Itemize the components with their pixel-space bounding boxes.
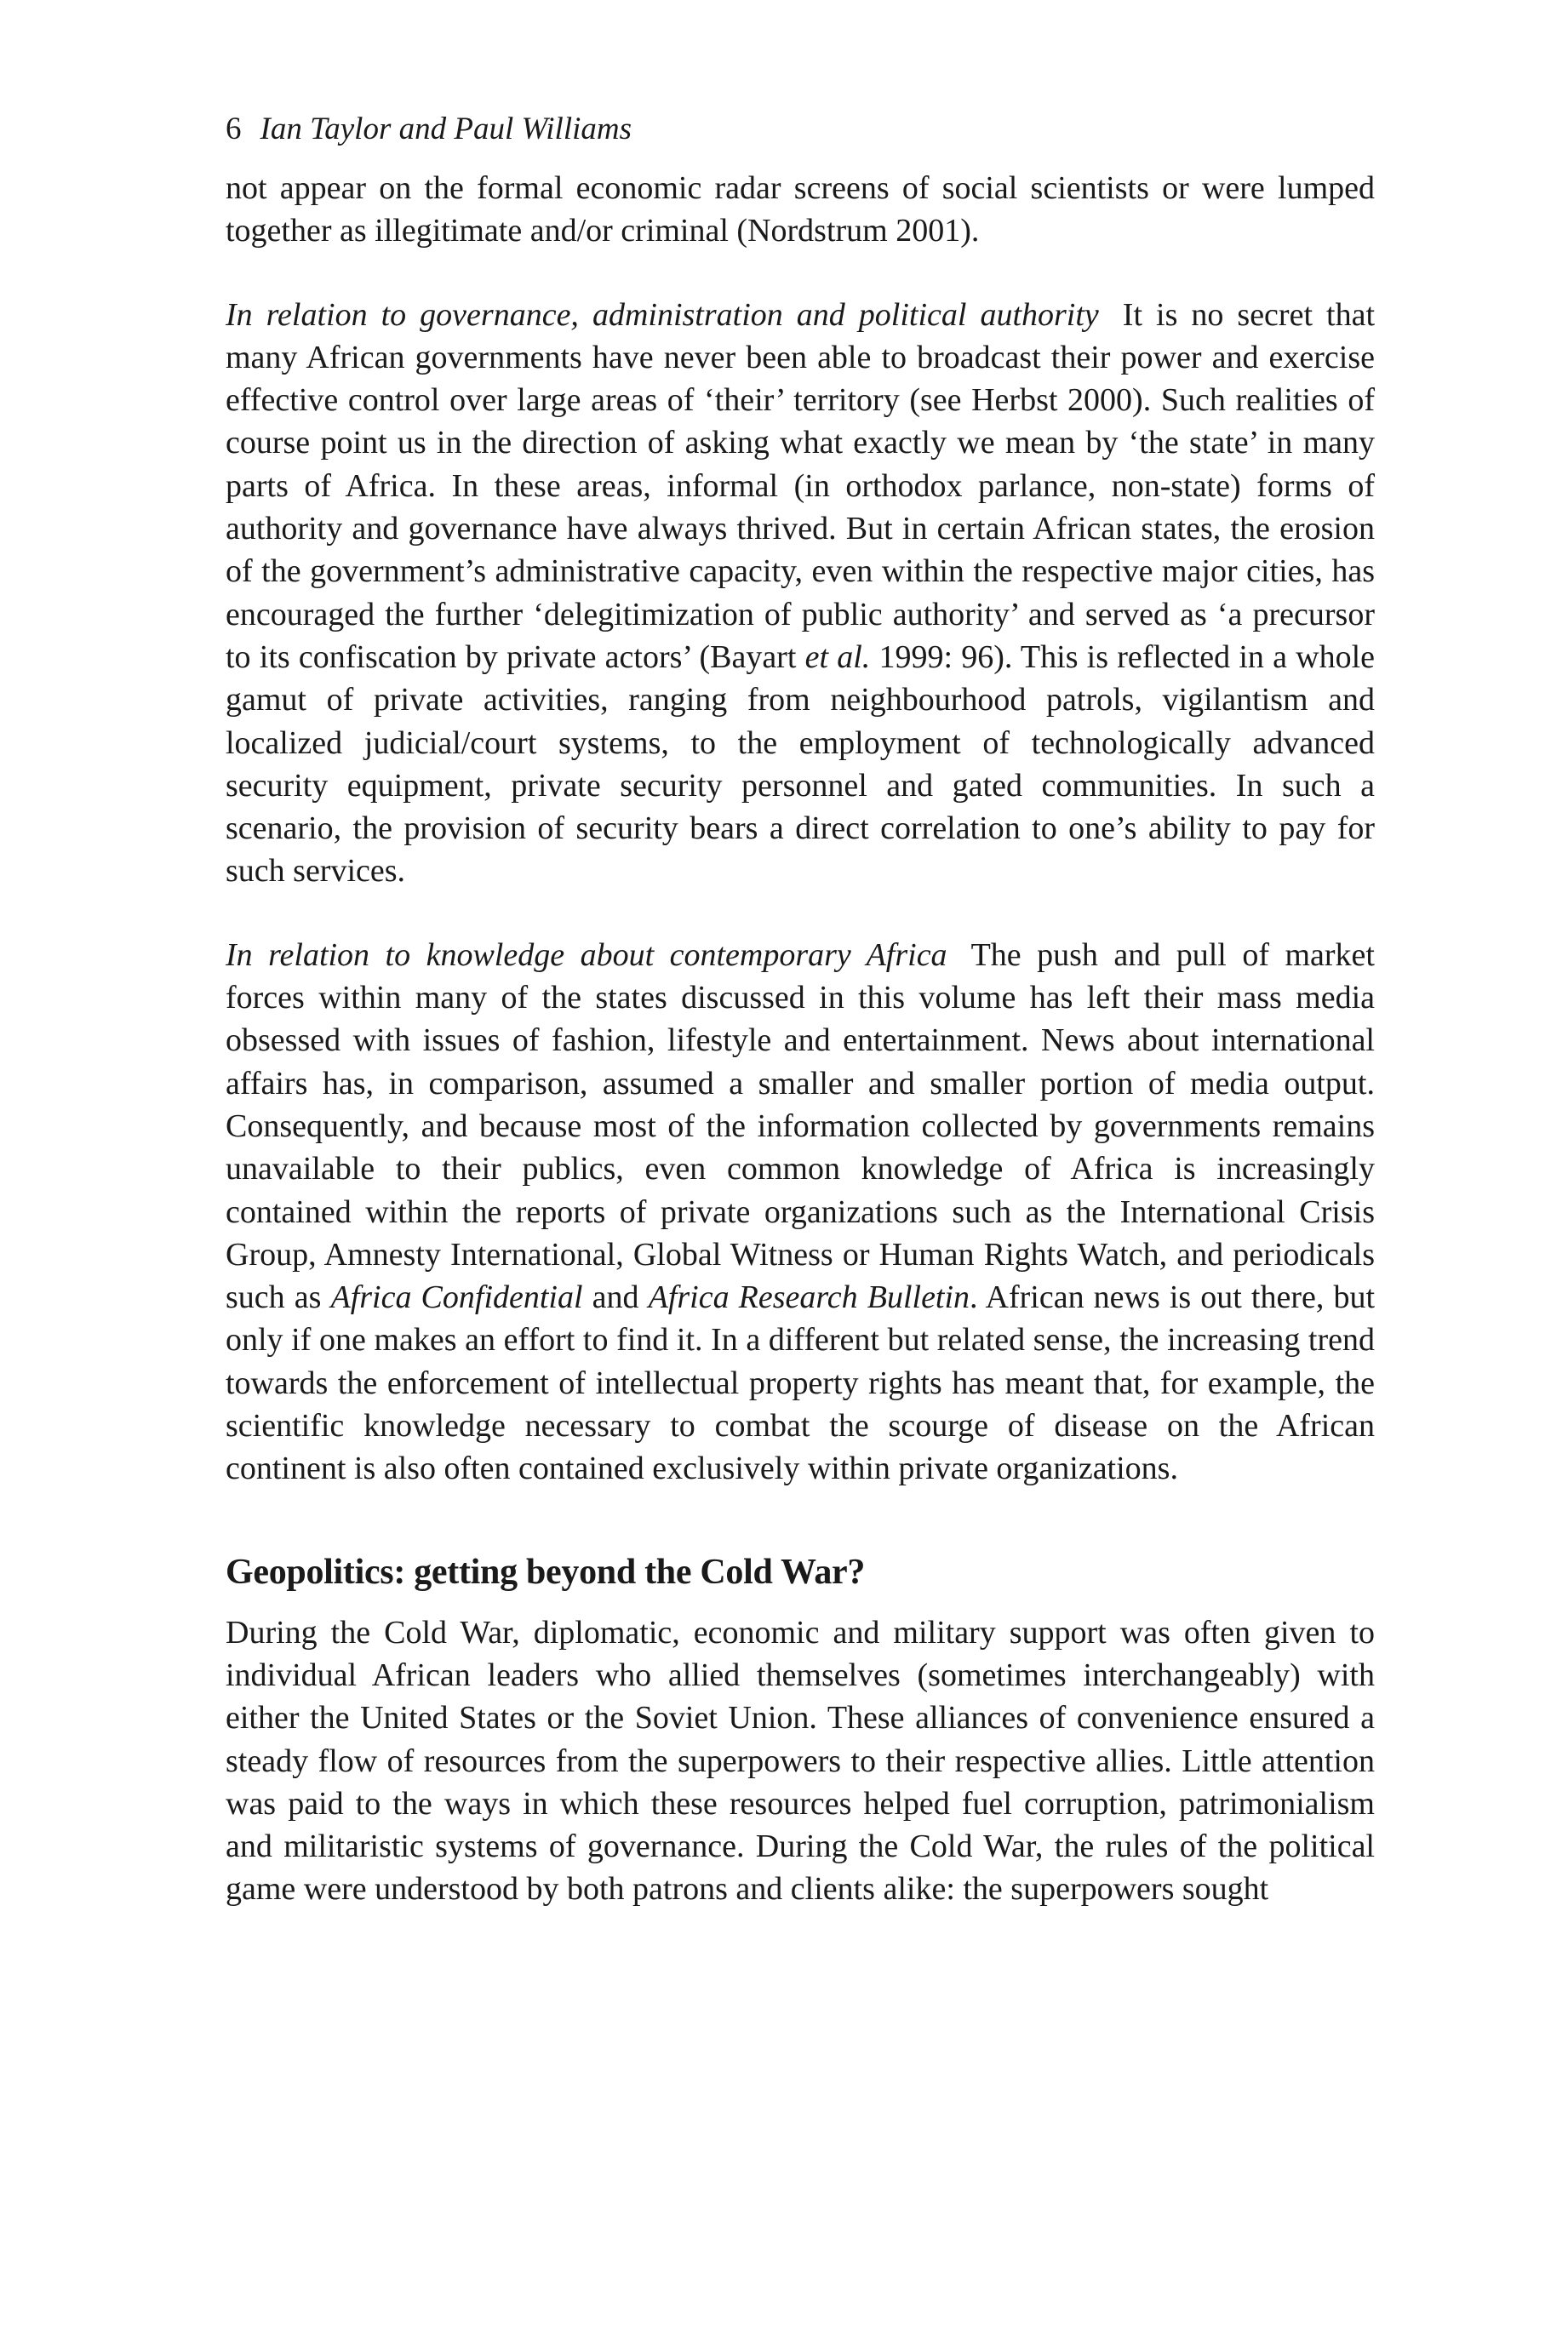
paragraph-continuation: not appear on the formal economic radar screens of social scientists or were lumped together as illegitimate and/or criminal (Nordstrum 2001). xyxy=(226,170,1375,249)
paragraph-knowledge-text-a: The push and pull of market forces within many of the states discussed in this volume has left their mass media obsessed with issues of fashion, lifestyle and entertainment. News about international affairs has, in comparison, assumed a smaller and smaller portion of media output. Consequently, and because most of the information collected by governments remains unavailable to their publics, even common knowledge of Africa is increasingly contained within the reports of private organizations such as the International Crisis Group, Amnesty International, Global Witness or Human Rights Watch, and periodicals such as xyxy=(226,936,1375,1316)
page-number: 6 xyxy=(226,112,242,146)
paragraph-governance xyxy=(226,294,1375,893)
et-al: et al. xyxy=(804,638,871,675)
book-page xyxy=(226,109,1375,1911)
journal-title-africa-confidential: Africa Confidential xyxy=(330,1279,583,1316)
paragraph-knowledge-text-c: . African news is out there, but only if one makes an effort to find it. In a different but related sense, the increasing trend towards the enforcement of intellectual property rights has meant that, for example, the scientific knowledge necessary to combat the scourge of disease on the African continent is also often contained exclusively within private organizations. xyxy=(226,1279,1375,1487)
runin-heading-governance: In relation to governance, administration and political authority xyxy=(226,296,1099,333)
section-heading: Geopolitics: getting beyond the Cold War? xyxy=(226,1552,866,1592)
paragraph-knowledge xyxy=(226,934,1375,1491)
running-head-authors: Ian Taylor and Paul Williams xyxy=(260,112,632,146)
paragraph-geopolitics: During the Cold War, diplomatic, economic and military support was often given to individual African leaders who allied themselves (sometimes interchangeably) with either the United States or the Soviet Union. These alliances of convenience ensured a steady flow of resources from the superpowers to their respective allies. Little attention was paid to the ways in which these resources helped fuel corruption, patrimonialism and militaristic systems of governance. During the Cold War, the rules of the political game were understood by both patrons and clients alike: the superpowers sought xyxy=(226,1614,1375,1908)
paragraph-governance-text-a: It is no secret that many African governments have never been able to broadcast their power and exercise effective control over large areas of ‘their’ territory (see Herbst 2000). Such realities of course point us in the direction of asking what exactly we mean by ‘the state’ in many parts of Africa. In these areas, informal (in orthodox parlance, non-state) forms of authority and governance have always thrived. But in certain African states, the erosion of the government’s administrative capacity, even within the respective major cities, has encouraged the further ‘delegitimization of public authority’ and served as ‘a precursor to its confiscation by private actors’ (Bayart xyxy=(226,296,1376,675)
journal-title-africa-research-bulletin: Africa Research Bulletin xyxy=(648,1279,970,1316)
paragraph-knowledge-text-b: and xyxy=(582,1279,649,1316)
runin-heading-knowledge: In relation to knowledge about contemporary Africa xyxy=(226,936,947,973)
paragraph-governance-text-b: 1999: 96). This is reflected in a whole gamut of private activities, ranging from neighbourhood patrols, vigilantism and localized judicial/court systems, to the employment of technologically advanced security equipment, private security personnel and gated communities. In such a scenario, the provision of security bears a direct correlation to one’s ability to pay for such services. xyxy=(226,638,1376,890)
running-head xyxy=(226,109,1375,150)
